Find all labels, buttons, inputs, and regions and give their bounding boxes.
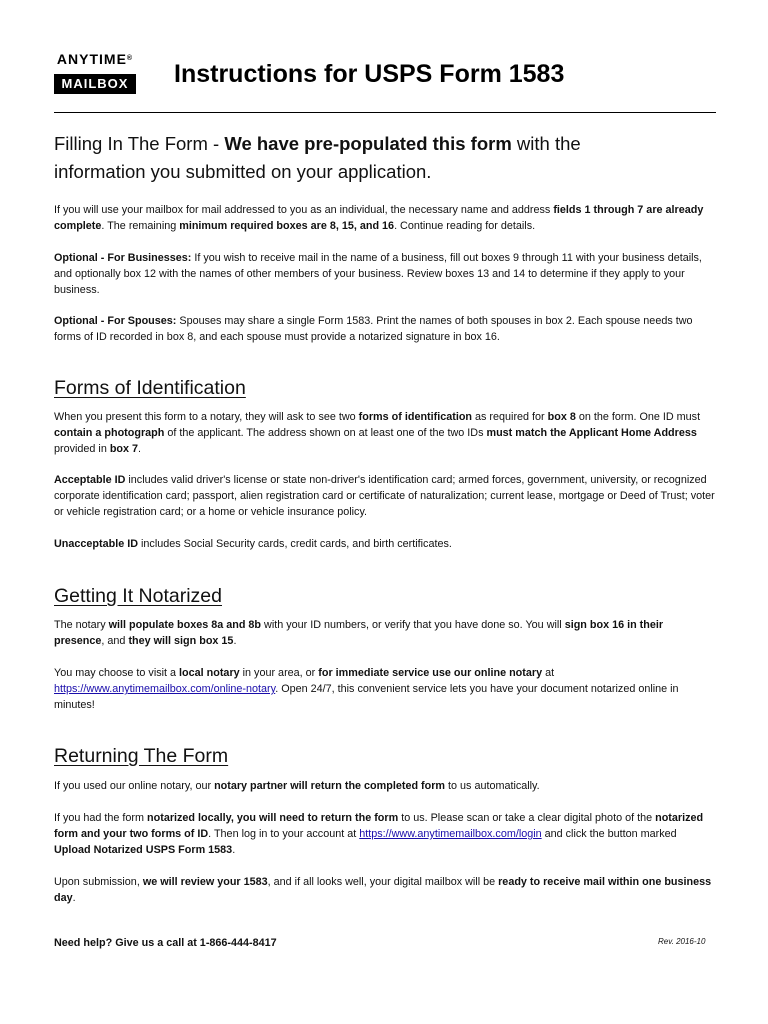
login-link[interactable]: https://www.anytimemailbox.com/login	[359, 828, 542, 840]
page-title: Instructions for USPS Form 1583	[174, 60, 565, 88]
submission-paragraph: Upon submission, we will review your 1583, and if all looks well, your digital mailbox will be ready to receive mail within one business day.	[54, 876, 712, 904]
identification-paragraph: When you present this form to a notary, they will ask to see two forms of identification as required for box 8 on the form. One ID must contain a photograph of the applicant. The address shown on at least one of the two IDs must match the Applicant Home Address provided in box 7.	[54, 411, 701, 455]
document-header	[54, 50, 716, 112]
businesses-paragraph: Optional - For Businesses: If you wish to receive mail in the name of a business, fill out boxes 9 through 11 with your business details, and optionally box 12 with the names of other members of your business. Review boxes 13 and 14 to determine if they apply to your business.	[54, 252, 702, 296]
revision-text: Rev. 2016-10	[658, 937, 706, 946]
header-divider	[54, 112, 716, 113]
notarized-heading: Getting It Notarized	[54, 585, 222, 607]
logo-top-text: ANYTIME®	[56, 51, 134, 67]
online-return-paragraph: If you used our online notary, our notary partner will return the completed form to us automatically.	[54, 780, 540, 792]
logo-bottom-text: MAILBOX	[54, 74, 136, 94]
identification-heading: Forms of Identification	[54, 377, 246, 399]
returning-heading: Returning The Form	[54, 745, 229, 767]
intro-text: Filling In The Form - We have pre-populated this form with the information you submitted on your application.	[54, 133, 581, 182]
unacceptable-id-paragraph: Unacceptable ID includes Social Security cards, credit cards, and birth certificates.	[54, 538, 452, 550]
anytime-mailbox-logo	[54, 50, 136, 96]
acceptable-id-paragraph: Acceptable ID includes valid driver's license or state non-driver's identification card; armed forces, government, university, or recognized corporate identification card; passport, alien registration card or certificate of naturalization; current lease, mortgage or Deed of Trust; voter or vehicle registration card; or a home or vehicle insurance policy.	[54, 474, 715, 518]
local-return-paragraph: If you had the form notarized locally, you will need to return the form to us. Please scan or take a clear digital photo of the notarized form and your two forms of ID. Then log in to your account at https://www.anytimemailbox.com/login and click the button marked Upload Notarized USPS Form 1583.	[54, 812, 704, 856]
online-notary-link[interactable]: https://www.anytimemailbox.com/online-notary	[54, 683, 276, 695]
individual-paragraph: If you will use your mailbox for mail addressed to you as an individual, the necessary name and address fields 1 through 7 are already complete. The remaining minimum required boxes are 8, 15, and 16. Continue reading for details.	[54, 204, 704, 232]
spouses-paragraph: Optional - For Spouses: Spouses may share a single Form 1583. Print the names of both spouses in box 2. Each spouse needs two forms of ID recorded in box 8, and each spouse must provide a notarized signature in box 16.	[54, 315, 693, 343]
online-notary-paragraph: You may choose to visit a local notary in your area, or for immediate service use our online notary at https://www.anytimemailbox.com/online-notary. Open 24/7, this convenient service lets you have your document notarized online in minutes!	[54, 667, 679, 711]
help-phone-text: Need help? Give us a call at 1-866-444-8417	[54, 937, 277, 949]
notary-paragraph: The notary will populate boxes 8a and 8b with your ID numbers, or verify that you have done so. You will sign box 16 in their presence, and they will sign box 15.	[54, 619, 664, 647]
